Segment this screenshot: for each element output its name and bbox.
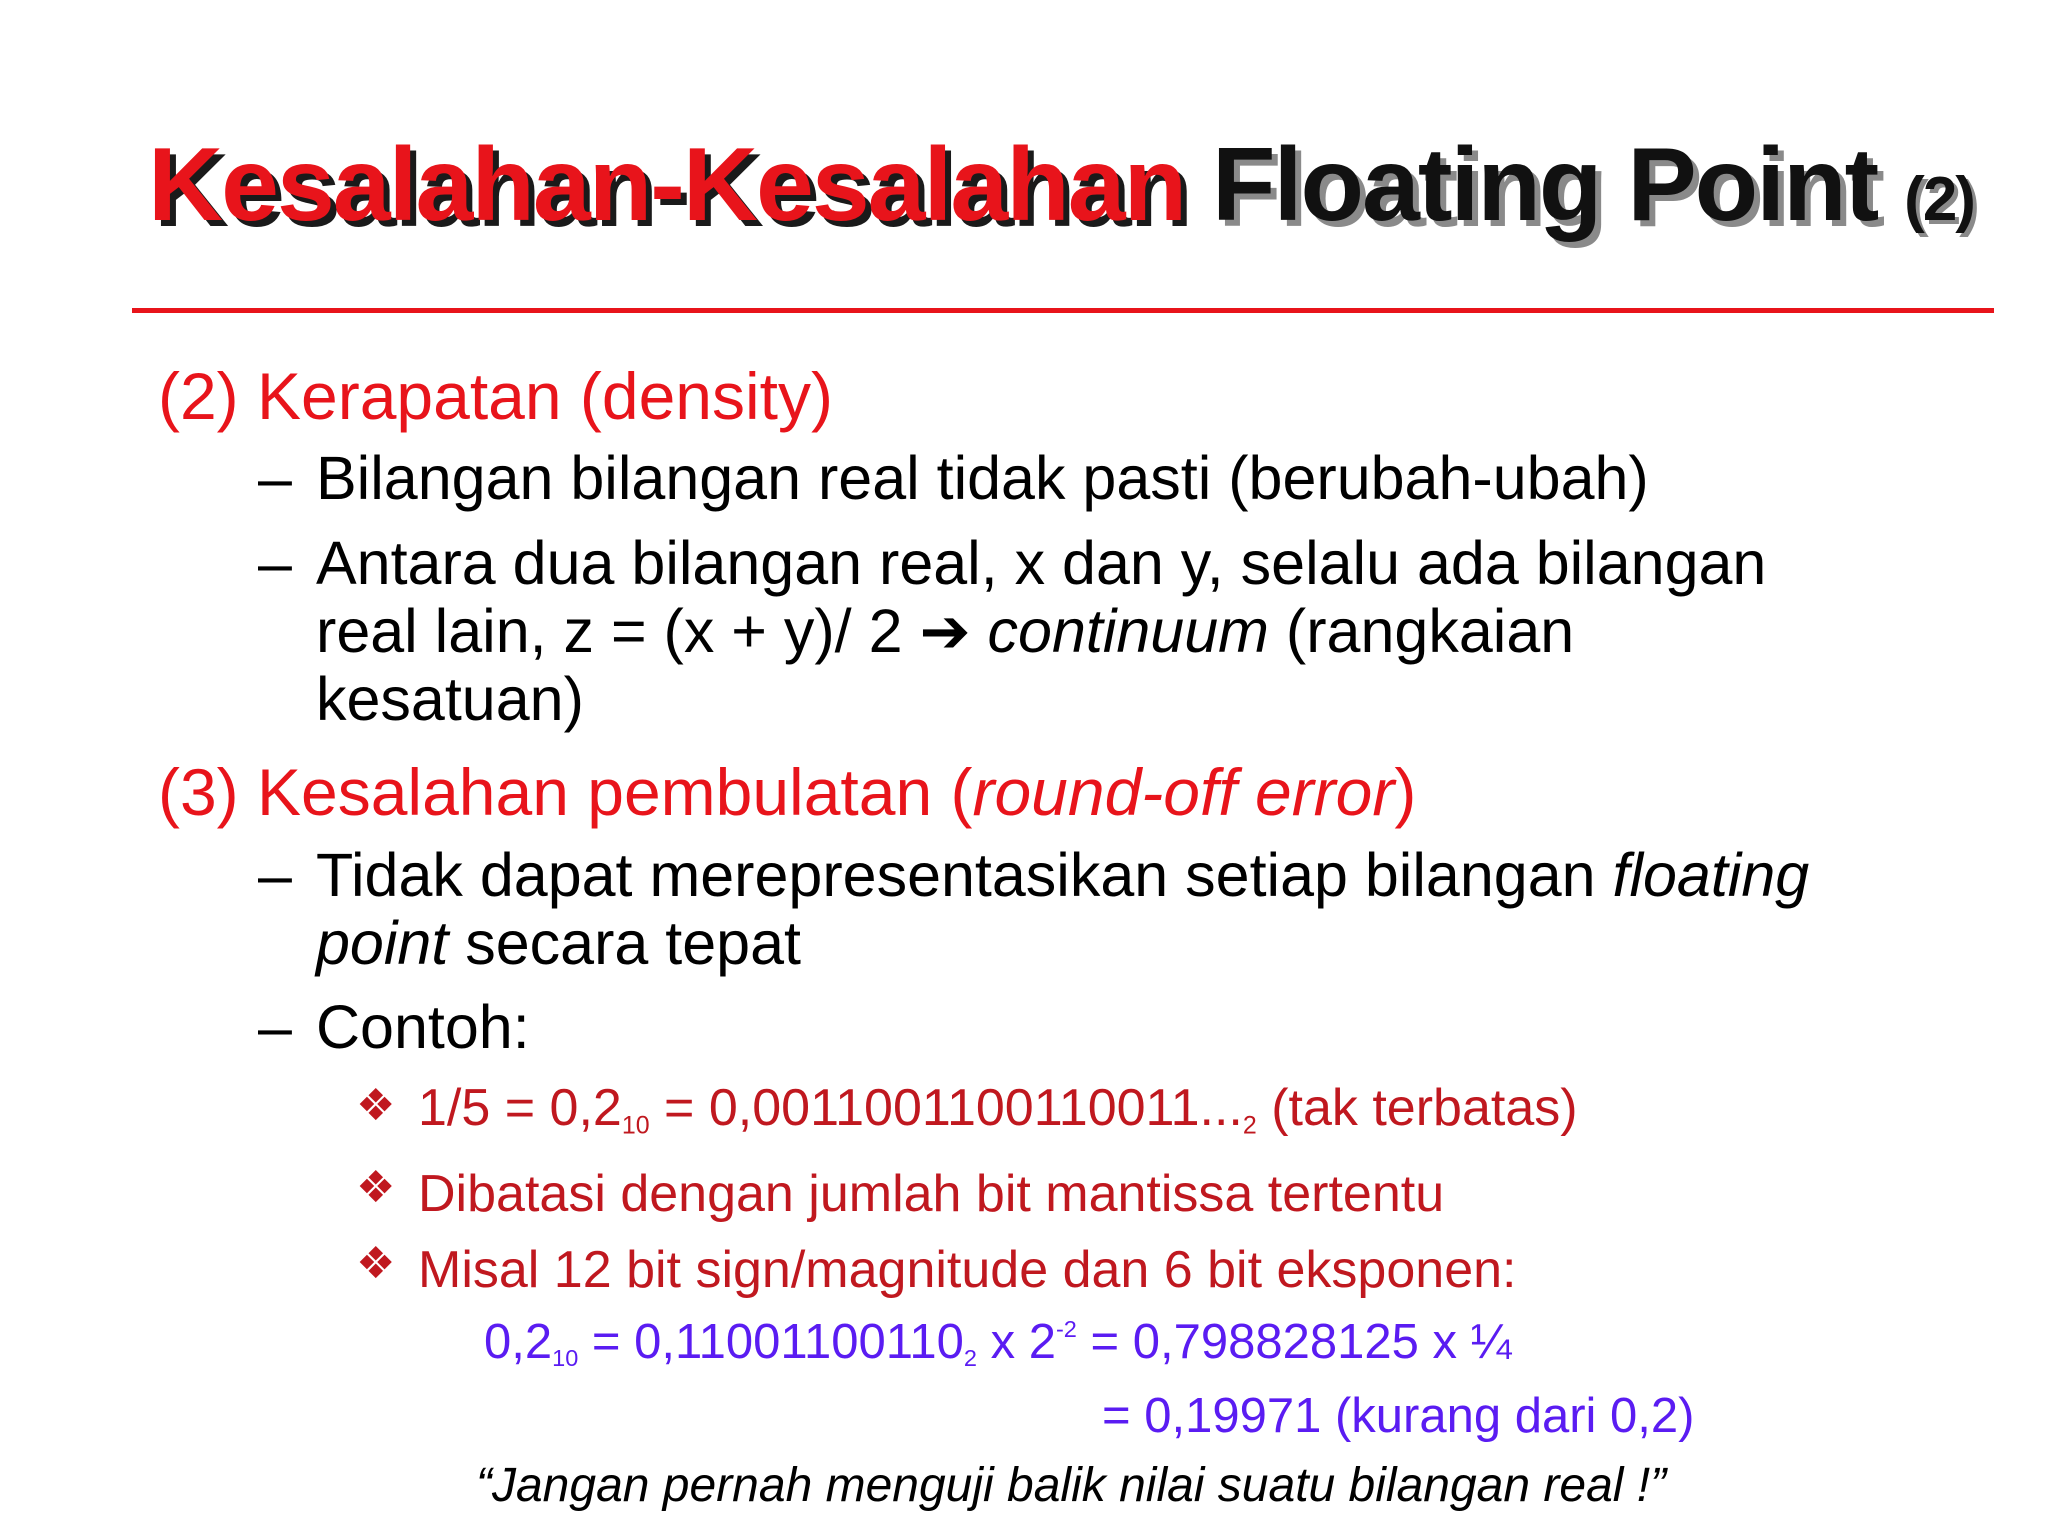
- bullet1-part-b: = 0,0011001100110011...: [649, 1079, 1243, 1137]
- bullet-3: Misal 12 bit sign/magnitude dan 6 bit eksponen:: [418, 1241, 1517, 1299]
- dash-marker: –: [258, 993, 292, 1061]
- eq1-part-d: = 0,798828125 x ¼: [1076, 1315, 1512, 1369]
- eq1-part-b: = 0,11001100110: [578, 1315, 964, 1369]
- eq1-part-a: 0,2: [484, 1315, 553, 1369]
- bullet1-sub-a: 10: [621, 1111, 650, 1140]
- line2-text: real lain, z = (x + y)/ 2: [316, 597, 920, 665]
- equation-1: [484, 1314, 1511, 1370]
- bullet1-part-c: (tak terbatas): [1256, 1079, 1578, 1137]
- heading-suffix: ): [1394, 755, 1417, 829]
- eq1-sub-a: 10: [552, 1345, 579, 1372]
- bullet-1: [418, 1078, 1578, 1138]
- dash-marker: –: [258, 841, 292, 909]
- equation-2: = 0,19971 (kurang dari 0,2): [1102, 1389, 1695, 1443]
- title-black-part: Floating Point: [1212, 127, 1878, 243]
- continuum-term: continuum: [987, 597, 1269, 665]
- section2-item-2-line3: kesatuan): [316, 665, 584, 733]
- bullet-2: Dibatasi dengan jumlah bit mantissa tertentu: [418, 1165, 1445, 1223]
- eq1-sub-b: 2: [963, 1345, 977, 1372]
- heading-term: round-off error: [972, 755, 1395, 829]
- section2-heading: (2) Kerapatan (density): [158, 359, 833, 433]
- section3-item-2: Contoh:: [316, 993, 530, 1061]
- item1-suffix: secara tepat: [448, 909, 801, 977]
- line2-suffix: (rangkaian: [1268, 597, 1575, 665]
- diamond-bullet-icon: ❖: [356, 1081, 396, 1130]
- bullet1-sub-b: 2: [1242, 1111, 1257, 1140]
- item1-text: Tidak dapat merepresentasikan setiap bilangan: [316, 841, 1613, 909]
- eq1-part-c: x 2: [976, 1315, 1056, 1369]
- section3-heading: [158, 754, 1416, 830]
- title-divider: [132, 308, 1994, 313]
- diamond-bullet-icon: ❖: [356, 1239, 396, 1288]
- title-number: (2): [1904, 165, 1974, 234]
- bullet1-part-a: 1/5 = 0,2: [418, 1079, 622, 1137]
- arrow-right-icon: ➔: [919, 597, 971, 665]
- section2-item-1: Bilangan bilangan real tidak pasti (berubah-ubah): [316, 444, 1649, 512]
- section2-item-2-line1: Antara dua bilangan real, x dan y, selalu ada bilangan: [316, 529, 1767, 597]
- section2-item-2-line2: [316, 596, 1574, 667]
- slide-title: [148, 128, 1974, 242]
- section3-item-1-line2: [316, 908, 801, 978]
- closing-quote: “Jangan pernah menguji balik nilai suatu bilangan real !”: [476, 1459, 1667, 1512]
- floating-term: floating: [1612, 841, 1810, 909]
- section3-item-1-line1: [316, 840, 1809, 910]
- eq1-sup-c: -2: [1055, 1315, 1077, 1342]
- dash-marker: –: [258, 529, 292, 597]
- diamond-bullet-icon: ❖: [356, 1163, 396, 1212]
- title-red-part: Kesalahan-Kesalahan: [148, 127, 1186, 243]
- dash-marker: –: [258, 444, 292, 512]
- heading-prefix: (3) Kesalahan pembulatan (: [158, 755, 973, 829]
- point-term: point: [316, 909, 449, 977]
